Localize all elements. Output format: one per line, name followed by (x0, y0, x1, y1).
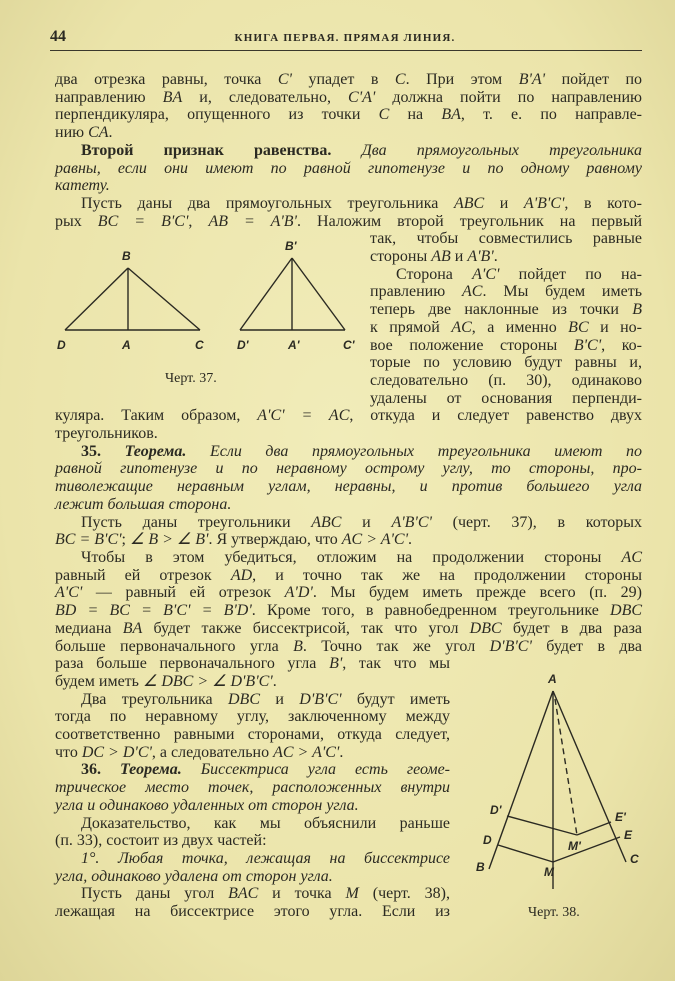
text-run: больше первоначального угла (55, 637, 294, 655)
figure-38-caption: Черт. 38. (528, 905, 580, 921)
text-run: Доказательство, как мы объяснили раньше (81, 814, 450, 832)
text-run: , т. е. по направле- (460, 106, 642, 124)
italic-run: A'B'C' (523, 194, 565, 212)
text-line (55, 531, 642, 549)
text-line (55, 425, 642, 443)
italic-run: DC > D'C' (81, 743, 152, 761)
line-B1D1 (240, 258, 292, 330)
text-run: пойдет по на- (499, 265, 642, 283)
text-run: вое положение стороны (370, 336, 574, 354)
label-C: C (195, 338, 204, 353)
text-run: удалены от основания перпенди- (370, 389, 642, 407)
text-run: , (188, 212, 209, 230)
italic-run: трическое место точек, расположенных внутри (55, 779, 450, 797)
italic-run: AB = A'B' (208, 212, 297, 230)
paragraph (55, 71, 642, 142)
bold-run: 35. (81, 442, 125, 460)
italic-run: тиволежащие неравным углам, неравны, и против большего угла (55, 478, 642, 496)
italic-run: угла, одинаково удалена от сторон угла. (55, 867, 333, 885)
text-run: медиана (55, 619, 123, 637)
italic-run: BC = B'C' (55, 531, 122, 549)
text-run: . (339, 743, 344, 761)
text-run: что (55, 743, 82, 761)
paragraph (55, 549, 642, 655)
italic-run: 1°. Любая точка, лежащая на биссектрисе (81, 849, 450, 867)
line-DM (498, 845, 553, 862)
italic-run: A'B'C' (391, 513, 432, 531)
italic-run: DBC (610, 602, 643, 620)
italic-run: AB (431, 248, 451, 266)
label-B-prime: B' (285, 239, 297, 254)
italic-run: ∠ DBC > ∠ D'B'C' (142, 672, 273, 690)
text-run: упадет в (291, 71, 395, 88)
text-run: соответственно равными сторонами, откуда следует, (55, 726, 450, 744)
italic-run: AD (230, 566, 253, 584)
text-run: правлению (370, 283, 463, 301)
paragraph-second-criterion (55, 142, 642, 195)
italic-run: ∠ B > ∠ B' (129, 531, 209, 549)
italic-run: DBC (469, 619, 502, 637)
text-run: треугольников. (55, 425, 158, 443)
text-line (55, 514, 642, 532)
italic-run: AC (621, 548, 642, 566)
text-run: перпендикуляра, опущенного из точки (55, 106, 379, 124)
italic-run: DBC (227, 690, 260, 708)
text-run: . (408, 531, 412, 549)
text-run: . Наложим второй треугольник на первый (296, 212, 643, 230)
italic-run: C (378, 106, 390, 124)
page-body (55, 71, 642, 925)
text-line (55, 443, 642, 461)
italic-run: Биссектриса угла есть геоме- (200, 761, 451, 779)
paragraph-theorem-35 (55, 443, 642, 514)
label-B: B (122, 249, 131, 264)
text-line (55, 142, 642, 160)
text-run: будем иметь (55, 672, 143, 690)
text-line (55, 124, 642, 142)
italic-run: B' (329, 655, 343, 673)
text-run: . (272, 672, 277, 690)
italic-run: B'A' (518, 71, 546, 88)
figure-37-drawing (55, 230, 370, 407)
label-A-prime: A' (288, 338, 300, 353)
text-run: будет в два раза (501, 619, 642, 637)
text-run: лежащая на биссектрисе этого угла. Если из (55, 903, 450, 921)
text-line (55, 177, 642, 195)
text-run: и, следовательно, (182, 88, 349, 106)
text-run: пойдет по (545, 71, 643, 88)
figure-38 (450, 655, 642, 925)
text-run: , ко- (601, 336, 643, 354)
text-run: — равный ей отрезок (82, 584, 285, 602)
figure-37 (55, 230, 370, 407)
text-run: следовательно (п. 30), одинаково (370, 371, 642, 389)
side-AB (489, 691, 553, 869)
text-run: (черт. 38), (358, 885, 451, 903)
italic-run: Два прямоугольных треугольника (361, 141, 643, 159)
label-C-prime: C' (343, 338, 355, 353)
text-run: . При этом (405, 71, 519, 88)
text-line (55, 602, 642, 620)
text-run: Чтобы в этом убедиться, отложим на продолжении стороны (81, 548, 622, 566)
italic-run: B (632, 301, 642, 319)
italic-run: AC > A'C' (273, 743, 340, 761)
italic-run: A'B' (467, 248, 494, 266)
italic-run: ABC (311, 513, 342, 531)
text-run (182, 761, 201, 778)
text-run: равный ей отрезок (55, 566, 231, 584)
text-run: , а следовательно (151, 743, 274, 761)
text-run: и (484, 194, 524, 212)
italic-run: B'C' (573, 336, 602, 354)
bold-run: 36. (81, 761, 120, 779)
text-line (55, 71, 642, 89)
label-E: E (624, 828, 633, 843)
line-B1C1 (292, 258, 345, 330)
italic-run: BA (162, 88, 183, 106)
text-run: . Кроме того, в равнобедренном треугольнике (251, 602, 611, 620)
text-run: , а именно (471, 318, 569, 336)
figure-37-caption: Черт. 37. (165, 371, 217, 387)
label-C: C (630, 852, 639, 867)
text-run: . (493, 248, 498, 266)
text-run: к прямой (370, 318, 452, 336)
text-run (186, 443, 210, 460)
text-line (55, 195, 642, 213)
text-run: будет в два (531, 637, 642, 655)
italic-run: AC (451, 318, 472, 336)
text-run: Пусть даны угол (81, 885, 229, 903)
italic-run: A'C' (55, 584, 83, 602)
label-B: B (476, 860, 485, 875)
line-M1E1 (577, 822, 611, 835)
italic-run: C'A' (348, 88, 376, 106)
text-line (55, 213, 642, 231)
text-line (55, 407, 642, 425)
label-D-prime: D' (237, 338, 249, 353)
text-run: и (450, 248, 468, 266)
page-number: 44 (50, 28, 66, 45)
italic-run: BA (441, 106, 461, 124)
line-ME (553, 837, 620, 862)
text-run: . Мы будем иметь (482, 283, 642, 301)
italic-run: равны, если они имеют по равной гипотенузе и по одному равному (55, 159, 642, 177)
line-BC (128, 268, 200, 330)
italic-run: BC = B'C' (97, 212, 189, 230)
text-run: раза больше первоначального угла (55, 655, 330, 673)
text-run: два отрезка равны, точка (55, 71, 278, 88)
text-run: так, чтобы совместились равные (370, 230, 642, 248)
text-run: и точка (258, 885, 346, 903)
text-line (55, 160, 642, 178)
text-run: должна пойти по направлению (375, 88, 642, 106)
text-run: Сторона (396, 265, 473, 283)
text-run: . Точно так же угол (302, 637, 490, 655)
line-BD (65, 268, 128, 330)
italic-run: лежит большая сторона. (55, 495, 232, 513)
italic-run: C' (277, 71, 292, 88)
text-run: ; (121, 531, 130, 549)
italic-run: D'B'C' (489, 637, 532, 655)
text-run: тогда по неравному углу, заключенному между (55, 708, 450, 726)
text-line (55, 460, 642, 478)
text-line (55, 567, 642, 585)
header-rule (50, 50, 642, 51)
text-run: , и точно так же на продолжении стороны (252, 566, 642, 584)
italic-run: M (345, 885, 359, 903)
text-run: и но- (588, 318, 643, 336)
paragraph (55, 514, 642, 549)
text-run: будут иметь (341, 690, 451, 708)
italic-run: AC > A'C' (341, 531, 408, 549)
text-run (331, 142, 361, 159)
text-line (55, 478, 642, 496)
italic-run: A'C' = AC (257, 407, 350, 425)
text-line (55, 584, 642, 602)
text-run: . Я утверждаю, что (208, 531, 342, 549)
text-run: , в кото- (564, 194, 643, 212)
label-A: A (548, 672, 557, 687)
text-run: , откуда и следует равенство двух (349, 407, 643, 425)
label-A: A (122, 338, 131, 353)
italic-run: A'C' (472, 265, 500, 283)
text-line (55, 620, 642, 638)
text-run: и (259, 690, 300, 708)
italic-run: BA (122, 619, 143, 637)
text-run: нию (55, 124, 89, 142)
italic-run: катету. (55, 177, 110, 195)
text-run: на (389, 106, 442, 124)
italic-run: B (293, 637, 303, 655)
text-run: . (108, 124, 113, 142)
running-head: КНИГА ПЕРВАЯ. ПРЯМАЯ ЛИНИЯ. (234, 32, 456, 44)
italic-run: BC (568, 318, 589, 336)
dashed-AM1 (555, 699, 577, 835)
text-line (55, 89, 642, 107)
label-D: D (483, 833, 492, 848)
italic-run: BD = BC = B'C' = B'D' (55, 602, 252, 620)
text-run: Два треугольника (81, 690, 228, 708)
text-run: , так что мы (342, 655, 451, 673)
italic-run: D'B'C' (299, 690, 342, 708)
text-line (55, 496, 642, 514)
text-run: стороны (370, 248, 432, 266)
text-run: торые по условию будут равны и, (370, 354, 642, 372)
italic-run: AC (462, 283, 483, 301)
bold-run: Теорема. (124, 442, 187, 460)
italic-run: CA (88, 124, 109, 142)
text-run: куляра. Таким образом, (55, 407, 258, 425)
text-run: будет также биссектрисой, так что угол (142, 619, 470, 637)
text-run: . Мы будем иметь прежде всего (п. 29) (312, 584, 643, 602)
text-run: Пусть даны два прямоугольных треугольника (81, 194, 454, 212)
text-run: Пусть даны треугольники (81, 513, 312, 531)
italic-run: равной гипотенузе и по неравному острому углу, то стороны, про- (55, 460, 642, 478)
label-M: M (544, 865, 554, 880)
line-D1M1 (507, 816, 577, 835)
figure-38-drawing (450, 655, 642, 925)
text-run: теперь две наклонные из точки (370, 301, 633, 319)
bold-run: Второй признак равенства. (81, 141, 332, 159)
text-line (55, 106, 642, 124)
italic-run: ABC (453, 194, 485, 212)
italic-run: BAC (228, 885, 259, 903)
text-run: (п. 33), состоит из двух частей: (55, 832, 267, 850)
label-M-prime: M' (568, 839, 581, 854)
italic-run: A'D' (284, 584, 313, 602)
label-E-prime: E' (615, 810, 626, 825)
text-run: направлению (55, 88, 163, 106)
italic-run: C (394, 71, 406, 88)
label-D: D (57, 338, 66, 353)
text-run: рых (55, 212, 98, 230)
text-run: и (341, 513, 392, 531)
text-line (55, 549, 642, 567)
text-line (55, 638, 642, 656)
paragraph (55, 195, 642, 230)
text-run: (черт. 37), в которых (431, 513, 643, 531)
label-D-prime: D' (490, 803, 502, 818)
side-AC (553, 691, 626, 862)
italic-run: угла и одинаково удаленных от сторон угла. (55, 796, 359, 814)
italic-run: Если два прямоугольных треугольника имеют по (209, 442, 643, 460)
bold-run: Теорема. (119, 761, 182, 779)
